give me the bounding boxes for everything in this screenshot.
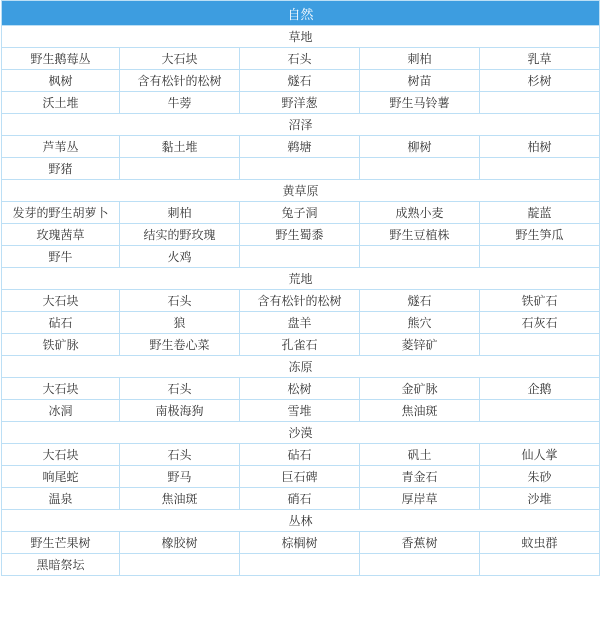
item-cell: 冰洞: [2, 400, 120, 422]
table-row: [2, 158, 600, 180]
section-title: 沼泽: [2, 114, 600, 136]
empty-cell: [480, 334, 600, 356]
item-cell: 朱砂: [480, 466, 600, 488]
table-title: 自然: [2, 1, 600, 26]
section-title: 丛林: [2, 510, 600, 532]
section-header-row: [2, 26, 600, 48]
item-cell: 大石块: [2, 378, 120, 400]
empty-cell: [360, 554, 480, 576]
empty-cell: [240, 554, 360, 576]
empty-cell: [480, 246, 600, 268]
section-header-row: [2, 422, 600, 444]
item-cell: 结实的野玫瑰: [120, 224, 240, 246]
empty-cell: [360, 158, 480, 180]
item-cell: 刺柏: [360, 48, 480, 70]
item-cell: 燧石: [360, 290, 480, 312]
table-row: [2, 378, 600, 400]
item-cell: 孔雀石: [240, 334, 360, 356]
item-cell: 靛蓝: [480, 202, 600, 224]
item-cell: 树苗: [360, 70, 480, 92]
item-cell: 菱锌矿: [360, 334, 480, 356]
section-title: 沙漠: [2, 422, 600, 444]
item-cell: 厚岸草: [360, 488, 480, 510]
section-title: 荒地: [2, 268, 600, 290]
empty-cell: [480, 400, 600, 422]
table-row: [2, 400, 600, 422]
table-row: [2, 70, 600, 92]
item-cell: 仙人掌: [480, 444, 600, 466]
item-cell: 矾土: [360, 444, 480, 466]
table-row: [2, 92, 600, 114]
item-cell: 发芽的野生胡萝卜: [2, 202, 120, 224]
empty-cell: [120, 158, 240, 180]
section-header-row: [2, 180, 600, 202]
section-header-row: [2, 114, 600, 136]
item-cell: 芦苇丛: [2, 136, 120, 158]
empty-cell: [480, 158, 600, 180]
item-cell: 棕榈树: [240, 532, 360, 554]
table-row: [2, 554, 600, 576]
item-cell: 杉树: [480, 70, 600, 92]
nature-table: [1, 0, 600, 576]
item-cell: 枫树: [2, 70, 120, 92]
item-cell: 砧石: [240, 444, 360, 466]
item-cell: 乳草: [480, 48, 600, 70]
item-cell: 青金石: [360, 466, 480, 488]
empty-cell: [240, 158, 360, 180]
empty-cell: [360, 246, 480, 268]
item-cell: 玫瑰茜草: [2, 224, 120, 246]
item-cell: 野马: [120, 466, 240, 488]
item-cell: 石头: [240, 48, 360, 70]
table-row: [2, 246, 600, 268]
item-cell: 刺柏: [120, 202, 240, 224]
item-cell: 成熟小麦: [360, 202, 480, 224]
item-cell: 沙堆: [480, 488, 600, 510]
item-cell: 焦油斑: [120, 488, 240, 510]
item-cell: 黑暗祭坛: [2, 554, 120, 576]
item-cell: 野生卷心菜: [120, 334, 240, 356]
table-title-row: [2, 1, 600, 26]
item-cell: 野生蜀黍: [240, 224, 360, 246]
item-cell: 野生鹅莓丛: [2, 48, 120, 70]
section-header-row: [2, 268, 600, 290]
item-cell: 橡胶树: [120, 532, 240, 554]
nature-table-body: [2, 1, 600, 576]
item-cell: 熊穴: [360, 312, 480, 334]
item-cell: 柏树: [480, 136, 600, 158]
table-row: [2, 466, 600, 488]
section-title: 黄草原: [2, 180, 600, 202]
item-cell: 大石块: [2, 444, 120, 466]
item-cell: 大石块: [120, 48, 240, 70]
item-cell: 野生芒果树: [2, 532, 120, 554]
item-cell: 野猪: [2, 158, 120, 180]
item-cell: 火鸡: [120, 246, 240, 268]
item-cell: 雪堆: [240, 400, 360, 422]
table-row: [2, 48, 600, 70]
item-cell: 石灰石: [480, 312, 600, 334]
item-cell: 野牛: [2, 246, 120, 268]
empty-cell: [120, 554, 240, 576]
table-row: [2, 202, 600, 224]
item-cell: 香蕉树: [360, 532, 480, 554]
table-row: [2, 136, 600, 158]
item-cell: 狼: [120, 312, 240, 334]
item-cell: 焦油斑: [360, 400, 480, 422]
item-cell: 野生笋瓜: [480, 224, 600, 246]
item-cell: 野生豆植株: [360, 224, 480, 246]
item-cell: 石头: [120, 290, 240, 312]
item-cell: 含有松针的松树: [240, 290, 360, 312]
item-cell: 松树: [240, 378, 360, 400]
table-row: [2, 334, 600, 356]
section-title: 草地: [2, 26, 600, 48]
table-row: [2, 444, 600, 466]
empty-cell: [480, 554, 600, 576]
table-row: [2, 488, 600, 510]
item-cell: 巨石碑: [240, 466, 360, 488]
item-cell: 砧石: [2, 312, 120, 334]
section-header-row: [2, 356, 600, 378]
item-cell: 铁矿脉: [2, 334, 120, 356]
item-cell: 蚊虫群: [480, 532, 600, 554]
item-cell: 沃土堆: [2, 92, 120, 114]
item-cell: 盘羊: [240, 312, 360, 334]
table-row: [2, 224, 600, 246]
item-cell: 含有松针的松树: [120, 70, 240, 92]
item-cell: 燧石: [240, 70, 360, 92]
section-header-row: [2, 510, 600, 532]
item-cell: 石头: [120, 378, 240, 400]
item-cell: 硝石: [240, 488, 360, 510]
empty-cell: [240, 246, 360, 268]
item-cell: 牛蒡: [120, 92, 240, 114]
item-cell: 柳树: [360, 136, 480, 158]
item-cell: 鹈塘: [240, 136, 360, 158]
item-cell: 黏土堆: [120, 136, 240, 158]
item-cell: 响尾蛇: [2, 466, 120, 488]
table-row: [2, 290, 600, 312]
item-cell: 温泉: [2, 488, 120, 510]
section-title: 冻原: [2, 356, 600, 378]
table-row: [2, 532, 600, 554]
table-row: [2, 312, 600, 334]
item-cell: 大石块: [2, 290, 120, 312]
empty-cell: [480, 92, 600, 114]
item-cell: 企鹅: [480, 378, 600, 400]
item-cell: 金矿脉: [360, 378, 480, 400]
item-cell: 石头: [120, 444, 240, 466]
item-cell: 南极海狗: [120, 400, 240, 422]
item-cell: 野生马铃薯: [360, 92, 480, 114]
item-cell: 兔子洞: [240, 202, 360, 224]
item-cell: 铁矿石: [480, 290, 600, 312]
item-cell: 野洋葱: [240, 92, 360, 114]
nature-table-container: [1, 0, 599, 576]
